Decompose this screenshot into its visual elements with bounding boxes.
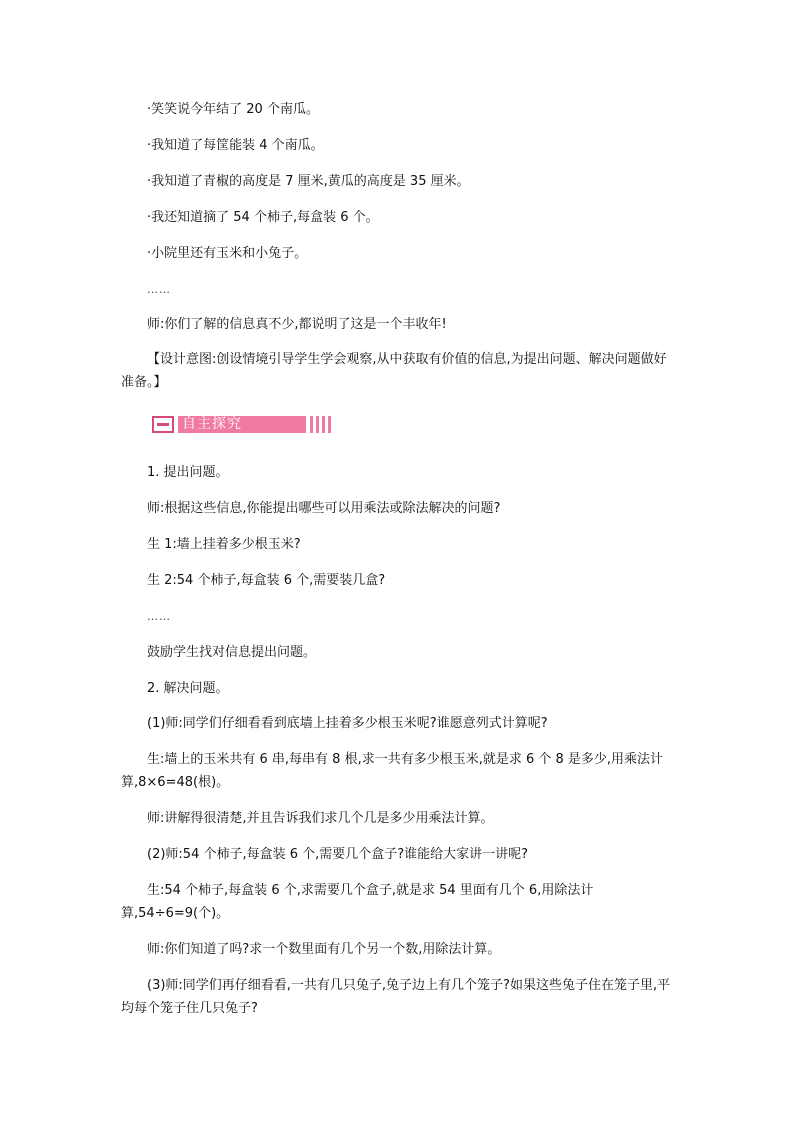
section-banner <box>150 413 334 437</box>
banner-icon <box>152 416 174 433</box>
teacher-question: (3)师:同学们再仔细看看,一共有几只兔子,兔子边上有几个笼子?如果这些兔子住在笼子里,平均每个笼子住几只兔子? <box>121 978 671 1016</box>
student-answer: 生:墙上的玉米共有 6 串,每串有 8 根,求一共有多少根玉米,就是求 6 个 8 是多少,用乘法计算,8×6=48(根)。 <box>121 752 664 790</box>
info-line-yard: ·小院里还有玉米和小兔子。 <box>147 246 308 261</box>
teacher-question: (1)师:同学们仔细看看到底墙上挂着多少根玉米呢?谁愿意列式计算呢? <box>147 716 548 731</box>
design-intent: 【设计意图:创设情境引导学生学会观察,从中获取有价值的信息,为提出问题、解决问题做好准备。】 <box>121 352 667 390</box>
ellipsis: …… <box>147 610 171 623</box>
info-line-basket: ·我知道了每筐能装 4 个南瓜。 <box>147 138 324 153</box>
step-heading: 2. 解决问题。 <box>147 681 229 696</box>
teacher-question: (2)师:54 个柿子,每盒装 6 个,需要几个盒子?谁能给大家讲一讲呢? <box>147 847 529 862</box>
teacher-remark: 师:你们了解的信息真不少,都说明了这是一个丰收年! <box>147 317 447 332</box>
teacher-note: 鼓励学生找对信息提出问题。 <box>147 645 317 660</box>
info-line-persimmons: ·我还知道摘了 54 个柿子,每盒装 6 个。 <box>147 210 379 225</box>
section-title: 自主探究 <box>182 416 242 432</box>
student-answer: 生 2:54 个柿子,每盒装 6 个,需要装几盒? <box>147 573 386 588</box>
student-answer: 生:54 个柿子,每盒装 6 个,求需要几个盒子,就是求 54 里面有几个 6,用除法计算,54÷6=9(个)。 <box>121 883 594 921</box>
info-line-height: ·我知道了青椒的高度是 7 厘米,黄瓜的高度是 35 厘米。 <box>147 174 470 189</box>
teacher-remark: 师:讲解得很清楚,并且告诉我们求几个几是多少用乘法计算。 <box>147 811 494 826</box>
step-heading: 1. 提出问题。 <box>147 465 229 480</box>
teacher-remark: 师:你们知道了吗?求一个数里面有几个另一个数,用除法计算。 <box>147 942 501 957</box>
student-answer: 生 1:墙上挂着多少根玉米? <box>147 537 301 552</box>
teacher-question: 师:根据这些信息,你能提出哪些可以用乘法或除法解决的问题? <box>147 501 501 516</box>
info-line-pumpkins: ·笑笑说今年结了 20 个南瓜。 <box>147 102 319 117</box>
ellipsis: …… <box>147 283 171 296</box>
